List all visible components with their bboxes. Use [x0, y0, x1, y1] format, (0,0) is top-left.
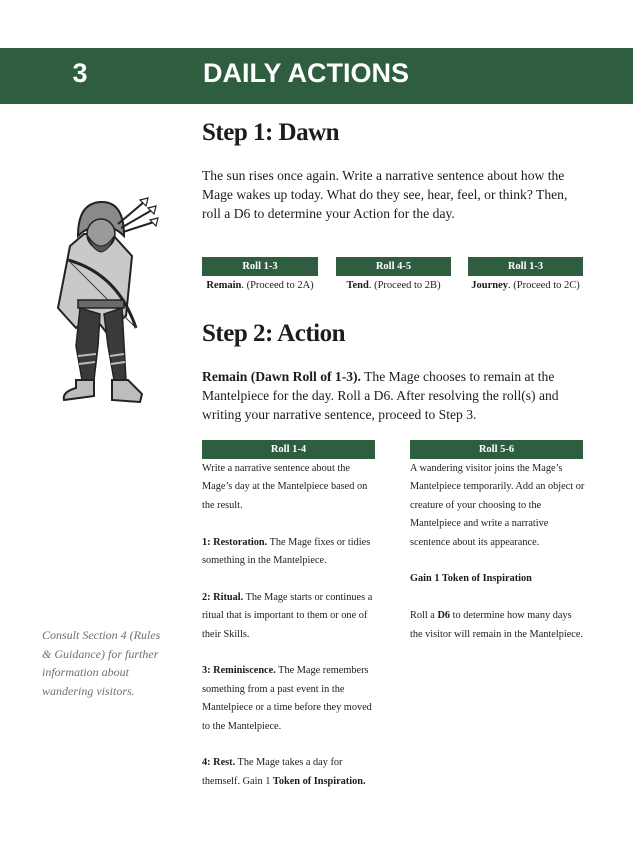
roll-5-6-column — [410, 460, 586, 644]
step2-title: Step 2: Action — [202, 320, 345, 347]
result-restoration: 1: Restoration. The Mage fixes or tidies something in the Mantelpiece. — [202, 536, 371, 567]
side-note: Consult Section 4 (Rules & Guidance) for further information about wandering visitors. — [42, 628, 161, 698]
result-ritual: 2: Ritual. The Mage starts or continues a ritual that is important to them or one of their Skills. — [202, 591, 373, 640]
result-reminiscence: 3: Reminiscence. The Mage remembers something from a past event in the Mantelpiece or a time before they moved to the Mantelpiece. — [202, 665, 372, 732]
roll-desc-remain: Remain. (Proceed to 2A) — [206, 280, 314, 291]
chapter-title: DAILY ACTIONS — [203, 58, 410, 88]
roll-5-6-header: Roll 5-6 — [410, 440, 583, 459]
chapter-number: 3 — [72, 58, 88, 88]
hooded-archer-illustration — [48, 196, 160, 417]
roll-1-4-column — [202, 460, 378, 791]
roll-bar-remain: Roll 1-3 — [202, 257, 318, 276]
step2-intro: Remain (Dawn Roll of 1-3). The Mage chooses to remain at the Mantelpiece for the day. Roll a D6. After resolving the roll(s) and writing your narrative sentence, proceed to Step 3. — [202, 369, 559, 422]
roll-desc-tend: Tend. (Proceed to 2B) — [346, 280, 441, 291]
visitor-duration: Roll a D6 to determine how many days the visitor will remain in the Mantelpiece. — [410, 610, 583, 640]
roll-desc-journey: Journey. (Proceed to 2C) — [471, 280, 580, 291]
roll-bar-journey: Roll 1-3 — [468, 257, 583, 276]
result-rest: 4: Rest. The Mage takes a day for themself. Gain 1 Token of Inspiration. — [202, 757, 366, 787]
gain-inspiration: Gain 1 Token of Inspiration — [410, 573, 532, 585]
roll-1-4-header: Roll 1-4 — [202, 440, 375, 459]
roll-bar-tend: Roll 4-5 — [336, 257, 451, 276]
roll-5-6-intro: A wandering visitor joins the Mage’s Mantelpiece temporarily. Add an object or creature of your choosing to the Mantelpiece and write a narrative scentence about its appearance. — [410, 463, 585, 548]
step1-title: Step 1: Dawn — [202, 119, 340, 146]
roll-1-4-intro: Write a narrative sentence about the Mage’s day at the Mantelpiece based on the result. — [202, 463, 368, 511]
step1-body: The sun rises once again. Write a narrative sentence about how the Mage wakes up today. What do they see, hear, feel, or think? Then, roll a D6 to determine your Action for the day. — [202, 168, 568, 221]
